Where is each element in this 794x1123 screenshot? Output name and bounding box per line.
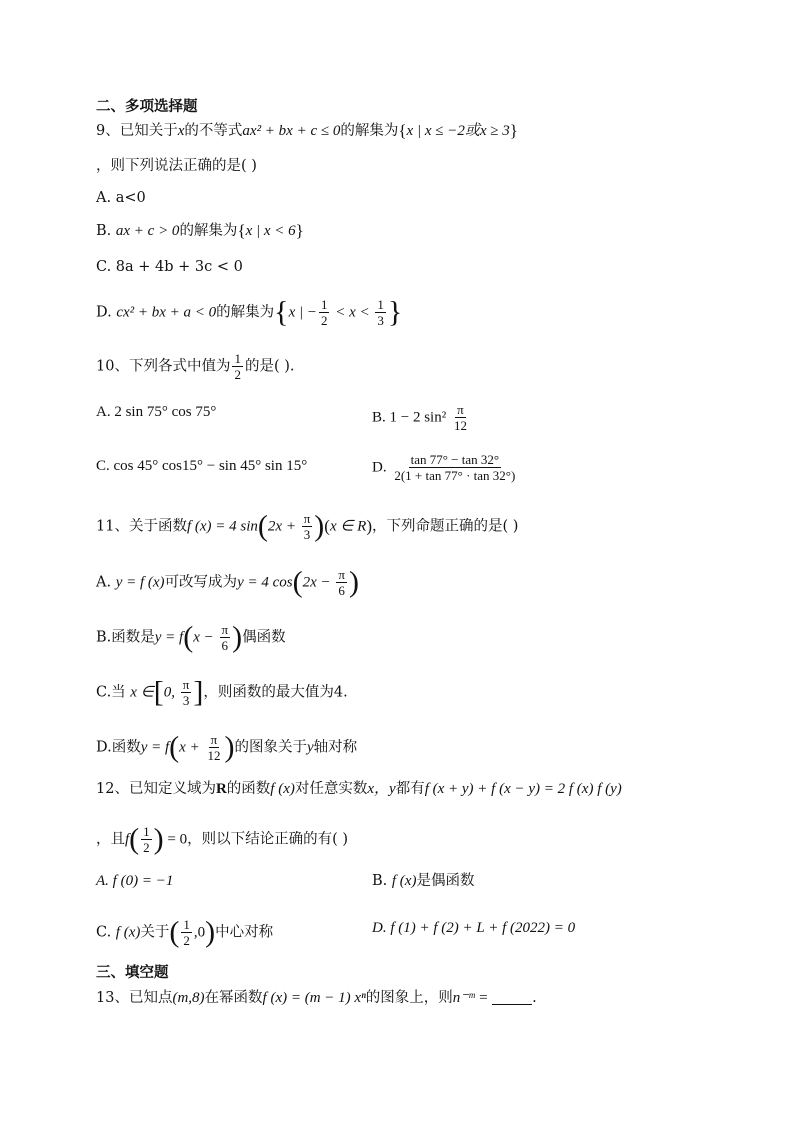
option-label: C. <box>96 924 116 941</box>
paren-right: ) <box>232 620 243 654</box>
paren-right: ) <box>348 565 359 599</box>
q11-option-b <box>96 622 286 653</box>
section-heading-fill-in: 三、填空题 <box>96 965 169 981</box>
option-set: x | x < 6 <box>245 223 296 239</box>
q9-text: 的解集为 <box>340 123 399 139</box>
q12-option-d <box>372 918 575 938</box>
q9-var: x <box>177 123 185 139</box>
option-text: D. f (1) + f (2) + L + f (2022) = 0 <box>372 920 576 936</box>
option-text: C. 8a + 4b + 3c < 0 <box>96 259 243 275</box>
option-text: B. 1 − 2 sin² <box>372 409 450 426</box>
paren-left: ( <box>129 822 140 856</box>
q10-stem <box>96 351 295 382</box>
option-label: D. <box>96 304 117 321</box>
q12-fx: f (x) <box>270 781 295 797</box>
q10-text: 的是( ). <box>244 358 295 375</box>
q9-option-d <box>96 297 402 328</box>
option-text: 偶函数 <box>242 629 286 646</box>
option-expr: x ∈ <box>130 684 154 701</box>
q10-option-b <box>372 402 471 433</box>
q12-text: 对任意实数 <box>294 781 368 797</box>
fraction: $\frac{1}{3}$ <box>377 297 384 328</box>
brace-left: { <box>398 121 407 140</box>
option-text: A. a<0 <box>96 190 146 206</box>
option-label: B. <box>372 873 392 889</box>
q13-stem <box>96 988 537 1008</box>
paren-right: ) <box>366 516 372 536</box>
option-expr: f (x) <box>115 924 141 941</box>
q9-inequality: ax² + bx + c ≤ 0 <box>242 123 341 139</box>
fraction: $\frac{1}{2}$ <box>320 297 328 328</box>
q12-reals: R <box>215 781 227 797</box>
option-label: A. <box>96 574 116 591</box>
q12-zero: = 0 <box>163 831 188 848</box>
q13-function: f (x) = (m − 1) xⁿ <box>262 990 366 1006</box>
q11-option-a <box>96 567 359 598</box>
paren-left: ( <box>257 509 268 543</box>
q12-stem <box>96 779 622 799</box>
fraction: $\frac{1}{2}$ <box>183 917 190 948</box>
option-expr: cx² + bx + a < 0 <box>116 304 217 321</box>
brace-left: { <box>237 221 246 240</box>
option-expr: 0, <box>163 684 179 701</box>
option-expr: x − <box>193 629 218 646</box>
option-text: 轴对称 <box>313 739 358 756</box>
option-text: A. f (0) = −1 <box>96 873 174 889</box>
option-expr: x + <box>179 739 204 756</box>
option-text: A. 2 sin 75° cos 75° <box>96 404 217 420</box>
q13-expression: n⁻ᵐ = <box>452 990 493 1006</box>
q9-stem-cont: ，则下列说法正确的是( ) <box>96 158 257 174</box>
option-expr: y <box>306 739 314 756</box>
option-text: 的解集为 <box>216 304 275 321</box>
option-text: D.函数 <box>96 739 141 756</box>
option-expr: y = f <box>140 739 170 756</box>
paren-left: ( <box>169 915 180 949</box>
fraction: $\frac{\pi}{12}$ <box>453 402 467 433</box>
q13-text: . <box>532 990 537 1006</box>
fraction: $\frac{\pi}{12}$ <box>207 732 221 763</box>
q12-option-c <box>96 917 273 948</box>
option-text: ，则函数的最大值为4. <box>203 684 348 701</box>
option-set: x | − <box>288 304 317 321</box>
q9-text: 的不等式 <box>184 123 243 139</box>
option-text: 的图象关于 <box>234 739 307 756</box>
option-set: < x < <box>331 304 374 321</box>
option-text: 是偶函数 <box>416 873 475 889</box>
paren-right: ) <box>153 822 164 856</box>
q10-option-c <box>96 456 307 476</box>
answer-blank[interactable] <box>492 990 532 1005</box>
paren-left: ( <box>169 730 180 764</box>
q9-solution-set: x | x ≤ −2或x ≥ 3 <box>406 123 510 139</box>
fraction: $\frac{\pi}{3}$ <box>303 511 311 542</box>
q12-text: ，且 <box>96 831 125 848</box>
paren-left: ( <box>324 516 330 536</box>
option-text: B.函数是 <box>96 629 155 646</box>
q12-option-a <box>96 871 173 891</box>
fraction: $\frac{\pi}{6}$ <box>221 622 229 653</box>
fraction: $\frac{1}{2}$ <box>143 824 150 855</box>
q12-stem-cont <box>96 824 348 855</box>
fraction: $\frac{\pi}{6}$ <box>338 567 345 598</box>
brace-right: } <box>295 221 304 240</box>
option-expr: ax + c > 0 <box>115 223 180 239</box>
option-text: C.当 <box>96 684 131 701</box>
option-text: 关于 <box>140 924 170 941</box>
paren-right: ) <box>224 730 235 764</box>
option-text: C. cos 45° cos15° − sin 45° sin 15° <box>96 458 308 474</box>
q12-text: 的函数 <box>226 781 271 797</box>
q9-option-a <box>96 188 146 208</box>
q11-arg: 2x + <box>267 518 300 535</box>
paren-left: ( <box>183 620 194 654</box>
q9-option-c <box>96 257 243 277</box>
option-expr: ,0 <box>193 924 206 941</box>
bracket-left: [ <box>153 675 164 709</box>
bracket-right: ] <box>193 675 204 709</box>
q10-option-d <box>372 452 519 483</box>
q12-vars: x，y <box>367 781 396 797</box>
q12-f: f <box>125 831 130 848</box>
q12-equation: f (x + y) + f (x − y) = 2 f (x) f (y) <box>424 781 622 797</box>
option-text: 中心对称 <box>215 924 274 941</box>
brace-right: } <box>387 295 403 329</box>
q13-text: 在幂函数 <box>204 990 263 1006</box>
q12-text: ，则以下结论正确的有( ) <box>187 831 349 848</box>
q13-text: 的图象上，则 <box>365 990 453 1006</box>
q10-option-a <box>96 402 216 422</box>
fraction: $\frac{\tan 77^\circ - \tan 32^\circ}{2(1 + \tan 77^\circ \cdot \tan 32^\circ)}$ <box>394 452 516 483</box>
q11-domain: x ∈ R <box>329 518 367 535</box>
q12-text: 都有 <box>395 781 425 797</box>
paren-left: ( <box>292 565 303 599</box>
option-expr: y = f <box>154 629 184 646</box>
q11-option-c <box>96 677 348 708</box>
fraction: $\frac{1}{2}$ <box>234 351 241 382</box>
q9-text: 9、已知关于 <box>96 123 178 139</box>
q9-option-b <box>96 221 304 241</box>
option-expr: 2x − <box>302 574 335 591</box>
q10-text: 10、下列各式中值为 <box>96 358 231 375</box>
option-text: 可改写成为 <box>164 574 238 591</box>
option-expr: y = f (x) <box>115 574 165 591</box>
option-text: 的解集为 <box>179 223 238 239</box>
q11-text: 11、关于函数 <box>96 518 187 535</box>
option-expr: y = 4 cos <box>237 574 293 591</box>
option-expr: f (x) <box>391 873 417 889</box>
q11-stem <box>96 511 518 542</box>
q11-option-d <box>96 732 357 763</box>
brace-right: } <box>509 121 518 140</box>
q12-option-b <box>372 871 474 891</box>
q11-function: f (x) = 4 sin <box>186 518 258 535</box>
q12-text: 12、已知定义域为 <box>96 781 216 797</box>
q13-point: (m,8) <box>172 990 205 1006</box>
q11-text: ，下列命题正确的是( ) <box>372 518 519 535</box>
q9-stem <box>96 121 518 141</box>
paren-right: ) <box>205 915 216 949</box>
paren-right: ) <box>314 509 325 543</box>
option-label: B. <box>96 223 116 239</box>
fraction: $\frac{\pi}{3}$ <box>182 677 190 708</box>
brace-left: { <box>274 295 289 329</box>
section-heading-multiple-choice: 二、多项选择题 <box>96 99 198 115</box>
option-label: D. <box>372 459 391 476</box>
q13-text: 13、已知点 <box>96 990 173 1006</box>
